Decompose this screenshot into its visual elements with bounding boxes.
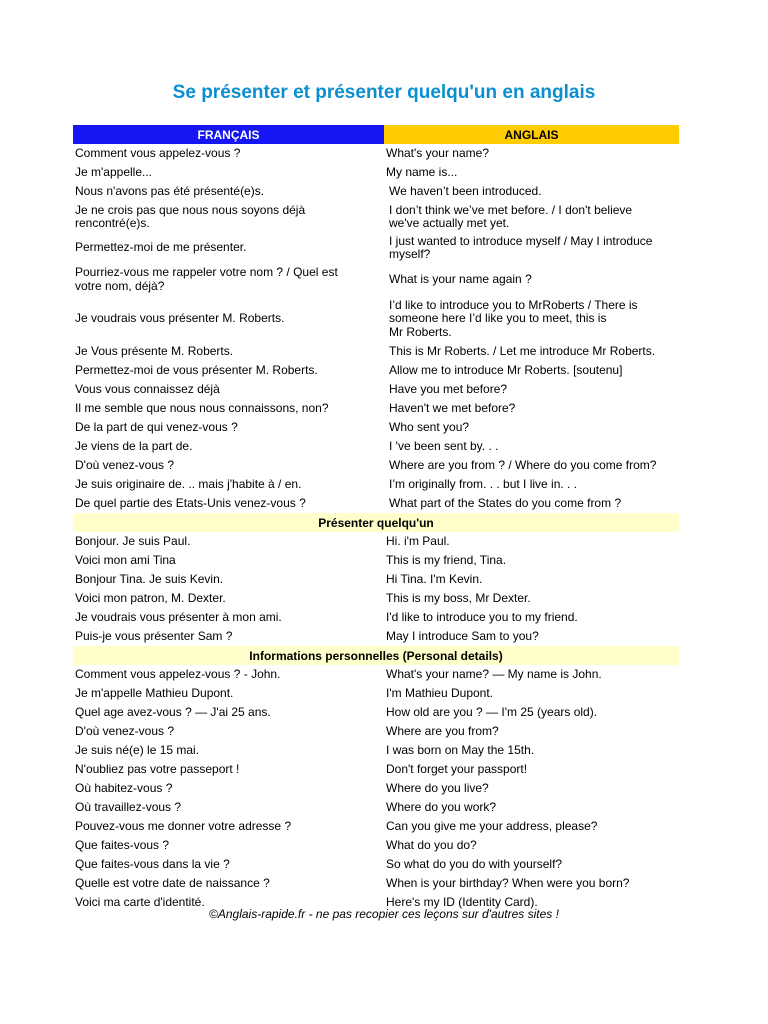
table-row [73,296,679,342]
english-phrase: What's your name? — My name is John. [386,666,602,681]
english-phrase: We haven’t been introduced. [389,183,542,198]
english-phrase: How old are you ? — I'm 25 (years old). [386,704,598,719]
table-row [73,263,679,296]
english-phrase: My name is... [386,164,458,179]
english-phrase: What is your name again ? [389,271,532,286]
english-phrase: I was born on May the 15th. [386,742,535,757]
english-phrase: I'm Mathieu Dupont. [386,685,494,700]
phrase-table [73,125,679,912]
table-row [73,836,679,855]
table-header [73,125,679,144]
copyright-footer: ©Anglais-rapide.fr - ne pas recopier ces leçons sur d'autres sites ! [209,907,559,921]
table-row [73,494,679,513]
french-phrase: Voici mon ami Tina [75,552,176,567]
french-phrase: Permettez-moi de me présenter. [75,240,247,255]
english-phrase: Where do you live? [386,780,489,795]
english-phrase: Hi Tina. I'm Kevin. [386,571,483,586]
table-row [73,817,679,836]
header-french: FRANÇAIS [73,125,384,144]
english-phrase: So what do you do with yourself? [386,856,563,871]
french-phrase: Pourriez-vous me rappeler votre nom ? / Quel est votre nom, déjà? [75,265,338,293]
french-phrase: Quelle est votre date de naissance ? [75,875,270,890]
french-phrase: Permettez-moi de vous présenter M. Roberts. [75,362,318,377]
table-row [73,703,679,722]
french-phrase: D'où venez-vous ? [75,457,175,472]
section-header: Informations personnelles (Personal details) [73,646,679,665]
french-phrase: Vous vous connaissez déjà [75,381,220,396]
table-row [73,201,679,233]
table-row [73,741,679,760]
table-row [73,475,679,494]
table-row [73,760,679,779]
french-phrase: Où travaillez-vous ? [75,799,182,814]
french-phrase: D'où venez-vous ? [75,723,175,738]
table-row [73,722,679,741]
table-row [73,855,679,874]
french-phrase: Que faites-vous ? [75,837,170,852]
french-phrase: Voici mon patron, M. Dexter. [75,590,226,605]
table-row [73,589,679,608]
table-row [73,163,679,182]
english-phrase: Where do you work? [386,799,497,814]
table-row [73,627,679,646]
french-phrase: Quel age avez-vous ? — J'ai 25 ans. [75,704,271,719]
english-phrase: Can you give me your address, please? [386,818,598,833]
section-header: Présenter quelqu'un [73,513,679,532]
french-phrase: Je m'appelle Mathieu Dupont. [75,685,234,700]
english-phrase: Hi. i'm Paul. [386,533,450,548]
english-phrase: I 've been sent by. . . [389,438,499,453]
french-phrase: Je suis originaire de. .. mais j'habite à / en. [75,476,302,491]
french-phrase: Je m'appelle... [75,164,152,179]
french-phrase: Je voudrais vous présenter à mon ami. [75,609,282,624]
english-phrase: Have you met before? [389,381,508,396]
table-row [73,144,679,163]
english-phrase: May I introduce Sam to you? [386,628,539,643]
table-row [73,874,679,893]
english-phrase: Here's my ID (Identity Card). [386,894,538,909]
english-phrase: I'd like to introduce you to my friend. [386,609,578,624]
english-phrase: What do you do? [386,837,477,852]
table-row [73,437,679,456]
table-row [73,399,679,418]
french-phrase: Il me semble que nous nous connaissons, non? [75,400,329,415]
french-phrase: Que faites-vous dans la vie ? [75,856,230,871]
english-phrase: What's your name? [386,145,490,160]
table-row [73,665,679,684]
english-phrase: I just wanted to introduce myself / May I introduce myself? [389,233,653,261]
french-phrase: Où habitez-vous ? [75,780,173,795]
english-phrase: I’d like to introduce you to MrRoberts / There is someone here I’d like you to meet, this is Mr Roberts. [389,297,638,339]
english-phrase: I don’t think we’ve met before. / I don't believe we've actually met yet. [389,202,633,230]
french-phrase: Je Vous présente M. Roberts. [75,343,234,358]
table-row [73,551,679,570]
table-row [73,233,679,263]
table-row [73,456,679,475]
table-row [73,342,679,361]
french-phrase: Je voudrais vous présenter M. Roberts. [75,311,285,326]
english-phrase: What part of the States do you come from ? [389,495,622,510]
french-phrase: Je suis né(e) le 15 mai. [75,742,200,757]
french-phrase: Puis-je vous présenter Sam ? [75,628,233,643]
french-phrase: De la part de qui venez-vous ? [75,419,238,434]
table-row [73,570,679,589]
english-phrase: This is Mr Roberts. / Let me introduce Mr Roberts. [389,343,656,358]
french-phrase: Pouvez-vous me donner votre adresse ? [75,818,292,833]
english-phrase: Where are you from ? / Where do you come from? [389,457,657,472]
page-title: Se présenter et présenter quelqu'un en anglais [172,82,596,103]
english-phrase: Don't forget your passport! [386,761,528,776]
table-row [73,380,679,399]
french-phrase: Je ne crois pas que nous nous soyons déjà rencontré(e)s. [75,202,306,230]
french-phrase: Comment vous appelez-vous ? - John. [75,666,281,681]
english-phrase: I’m originally from. . . but I live in. . . [389,476,578,491]
table-row [73,798,679,817]
table-row [73,608,679,627]
english-phrase: When is your birthday? When were you born? [386,875,630,890]
english-phrase: This is my friend, Tina. [386,552,507,567]
table-row [73,532,679,551]
table-row [73,684,679,703]
table-row [73,361,679,380]
french-phrase: De quel partie des Etats-Unis venez-vous ? [75,495,306,510]
french-phrase: Bonjour Tina. Je suis Kevin. [75,571,224,586]
french-phrase: Nous n'avons pas été présenté(e)s. [75,183,265,198]
english-phrase: Who sent you? [389,419,470,434]
table-row [73,418,679,437]
table-row [73,779,679,798]
english-phrase: Where are you from? [386,723,499,738]
french-phrase: Voici ma carte d'identité. [75,894,205,909]
french-phrase: Je viens de la part de. [75,438,193,453]
english-phrase: Allow me to introduce Mr Roberts. [soutenu] [389,362,623,377]
french-phrase: Bonjour. Je suis Paul. [75,533,191,548]
table-body [73,144,679,912]
header-english: ANGLAIS [384,125,679,144]
table-row [73,182,679,201]
english-phrase: This is my boss, Mr Dexter. [386,590,531,605]
english-phrase: Haven't we met before? [389,400,516,415]
french-phrase: N'oubliez pas votre passeport ! [75,761,240,776]
french-phrase: Comment vous appelez-vous ? [75,145,241,160]
